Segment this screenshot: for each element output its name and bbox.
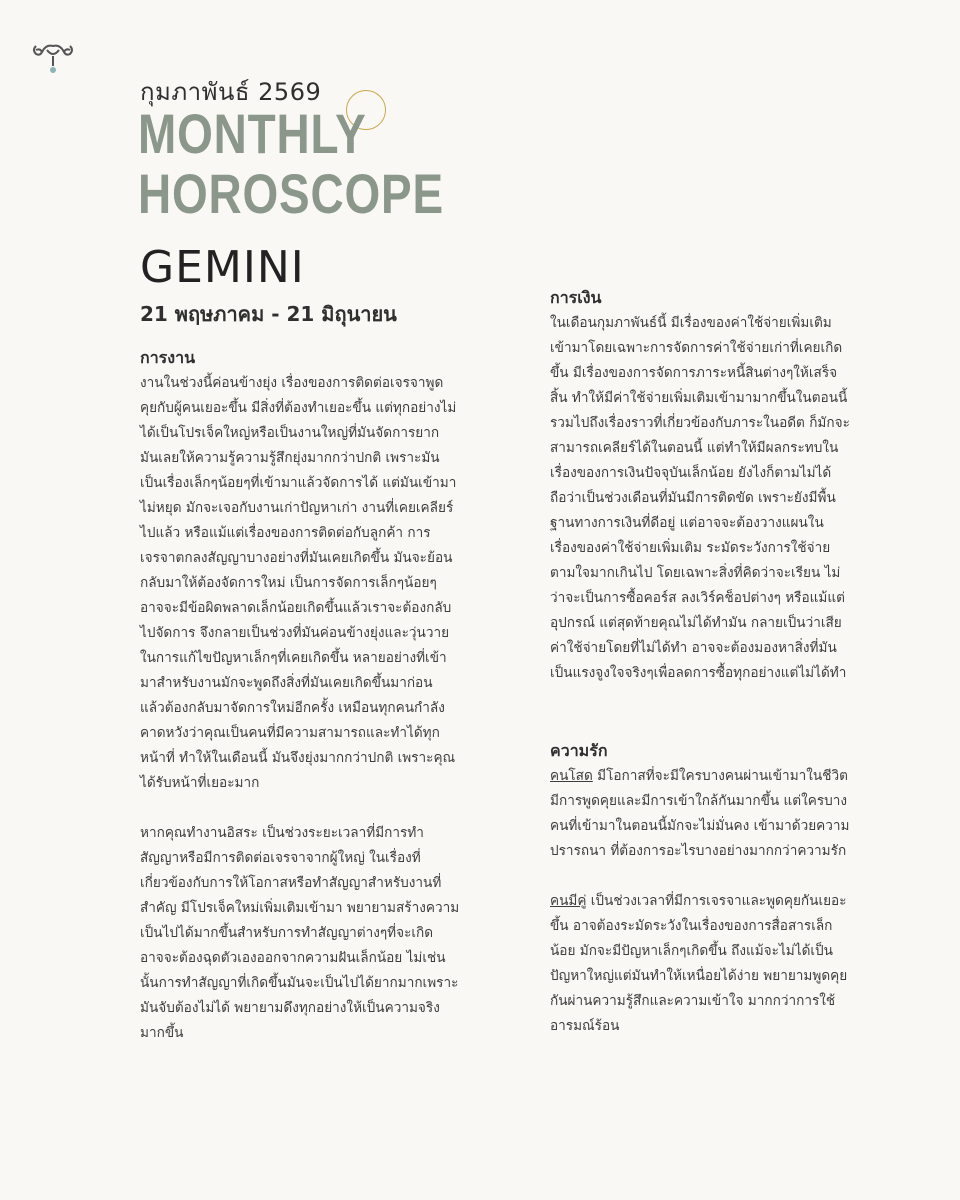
love-single-paragraph <box>550 764 850 864</box>
love-couple-paragraph <box>550 889 850 1039</box>
left-column <box>140 345 460 1046</box>
work-paragraph-2: หากคุณทำงานอิสระ เป็นช่วงระยะเวลาที่มีการทำสัญญาหรือมีการติดต่อเจรจาจากผู้ใหญ่ ในเรื่องที่เกี่ยวข้องกับการให้โอกาสหรือทำสัญญาสำหรับงานที่สำคัญ มีโปรเจ็คใหม่เพิ่มเติมเข้ามา พยายามสร้างความเป็นไปได้มากขึ้นสำหรับการทำสัญญาต่างๆที่จะเกิด อาจจะต้องฉุดตัวเองออกจากความฝันเล็กน้อย ไม่เช่นนั้นการทำสัญญาที่เกิดขึ้นมันจะเป็นไปได้ยากมากเพราะมันจับต้องไม่ได้ พยายามดึงทุกอย่างให้เป็นความจริงมากขึ้น <box>140 825 460 1041</box>
gemini-logo-icon <box>30 40 76 76</box>
page-title <box>138 104 444 224</box>
work-paragraph-1: งานในช่วงนี้ค่อนข้างยุ่ง เรื่องของการติดต่อเจรจาพูดคุยกับผู้คนเยอะขึ้น มีสิ่งที่ต้องทำเยอะขึ้น แต่ทุกอย่างไม่ได้เป็นโปรเจ็คใหญ่หรือเป็นงานใหญ่ที่มันจัดการยาก มันเลยให้ความรู้ความรู้สึกยุ่งมากกว่าปกติ เพราะมันเป็นเรื่องเล็กๆน้อยๆที่เข้ามาแล้วจัดการได้ แต่มันเข้ามาไม่หยุด มักจะเจอกับงานเก่าปัญหาเก่า งานที่เคยเคลียร์ไปแล้ว หรือแม้แต่เรื่องของการติดต่อกับลูกค้า การเจรจาตกลงสัญญาบางอย่างที่มันเคยเกิดขึ้น มันจะย้อนกลับมาให้ต้องจัดการใหม่ เป็นการจัดการเล็กๆน้อยๆ อาจจะมีข้อผิดพลาดเล็กน้อยเกิดขึ้นแล้วเราจะต้องกลับไปจัดการ จึงกลายเป็นช่วงที่มันค่อนข้างยุ่งและวุ่นวายในการแก้ไขปัญหาเล็กๆที่เคยเกิดขึ้น หลายอย่างที่เข้ามาสำหรับงานมักจะพูดถึงสิ่งที่มันเคยเกิดขึ้นมาก่อน แล้วต้องกลับมาจัดการใหม่อีกครั้ง เหมือนทุกคนกำลังคาดหวังว่าคุณเป็นคนที่มีความสามารถและทำได้ทุกหน้าที่ ทำให้ในเดือนนี้ มันจึงยุ่งมากกว่าปกติ เพราะคุณได้รับหน้าที่เยอะมาก <box>140 375 457 791</box>
single-label: คนโสด <box>550 768 593 784</box>
money-paragraph: ในเดือนกุมภาพันธ์นี้ มีเรื่องของค่าใช้จ่ายเพิ่มเติมเข้ามาโดยเฉพาะการจัดการค่าใช้จ่ายเก่าที่เคยเกิดขึ้น มีเรื่องของการจัดการภาระหนี้สินต่างๆให้เสร็จสิ้น ทำให้มีค่าใช้จ่ายเพิ่มเติมเข้ามามากขึ้นในตอนนี้ รวมไปถึงเรื่องราวที่เกี่ยวข้องกับภาระในอดีต ก็มักจะสามารถเคลียร์ได้ในตอนนี้ แต่ทำให้มีผลกระทบในเรื่องของการเงินปัจจุบันเล็กน้อย ยังไงก็ตามไม่ได้ถือว่าเป็นช่วงเดือนที่มันมีการติดขัด เพราะยังมีพื้นฐานทางการเงินที่ดีอยู่ แต่อาจจะต้องวางแผนในเรื่องของค่าใช้จ่ายเพิ่มเติม ระมัดระวังการใช้จ่ายตามใจมากเกินไป โดยเฉพาะสิ่งที่คิดว่าจะเรียน ไม่ว่าจะเป็นการซื้อคอร์ส ลงเวิร์คช็อปต่างๆ หรือแม้แต่อุปกรณ์ แต่สุดท้ายคุณไม่ได้ทำมัน กลายเป็นว่าเสียค่าใช้จ่ายโดยที่ไม่ได้ทำ อาจจะต้องมองหาสิ่งที่มันเป็นแรงจูงใจจริงๆเพื่อลดการซื้อทุกอย่างแต่ไม่ได้ทำ <box>550 315 850 681</box>
zodiac-sign: GEMINI <box>140 242 305 293</box>
work-heading: การงาน <box>140 348 195 367</box>
right-column <box>550 285 850 1039</box>
love-heading: ความรัก <box>550 741 608 760</box>
title-line-2: HOROSCOPE <box>138 162 444 225</box>
couple-text: เป็นช่วงเวลาที่มีการเจรจาและพูดคุยกันเยอะขึ้น อาจต้องระมัดระวังในเรื่องของการสื่อสารเล็กน้อย มักจะมีปัญหาเล็กๆเกิดขึ้น ถึงแม้จะไม่ได้เป็นปัญหาใหญ่แต่มันทำให้เหนื่อยได้ง่าย พยายามพูดคุยกันผ่านความรู้สึกและความเข้าใจ มากกว่าการใช้อารมณ์ร้อน <box>550 893 848 1034</box>
sign-dates: 21 พฤษภาคม - 21 มิถุนายน <box>140 302 397 326</box>
couple-label: คนมีคู่ <box>550 893 587 909</box>
title-line-1: MONTHLY <box>138 102 367 165</box>
money-heading: การเงิน <box>550 288 602 307</box>
month-label: กุมภาพันธ์ 2569 <box>140 78 322 106</box>
single-text: มีโอกาสที่จะมีใครบางคนผ่านเข้ามาในชีวิต มีการพูดคุยและมีการเข้าใกล้กันมากขึ้น แต่ใครบางคนที่เข้ามาในตอนนี้มักจะไม่มั่นคง เข้ามาด้วยความปรารถนา ที่ต้องการอะไรบางอย่างมากกว่าความรัก <box>550 768 850 859</box>
